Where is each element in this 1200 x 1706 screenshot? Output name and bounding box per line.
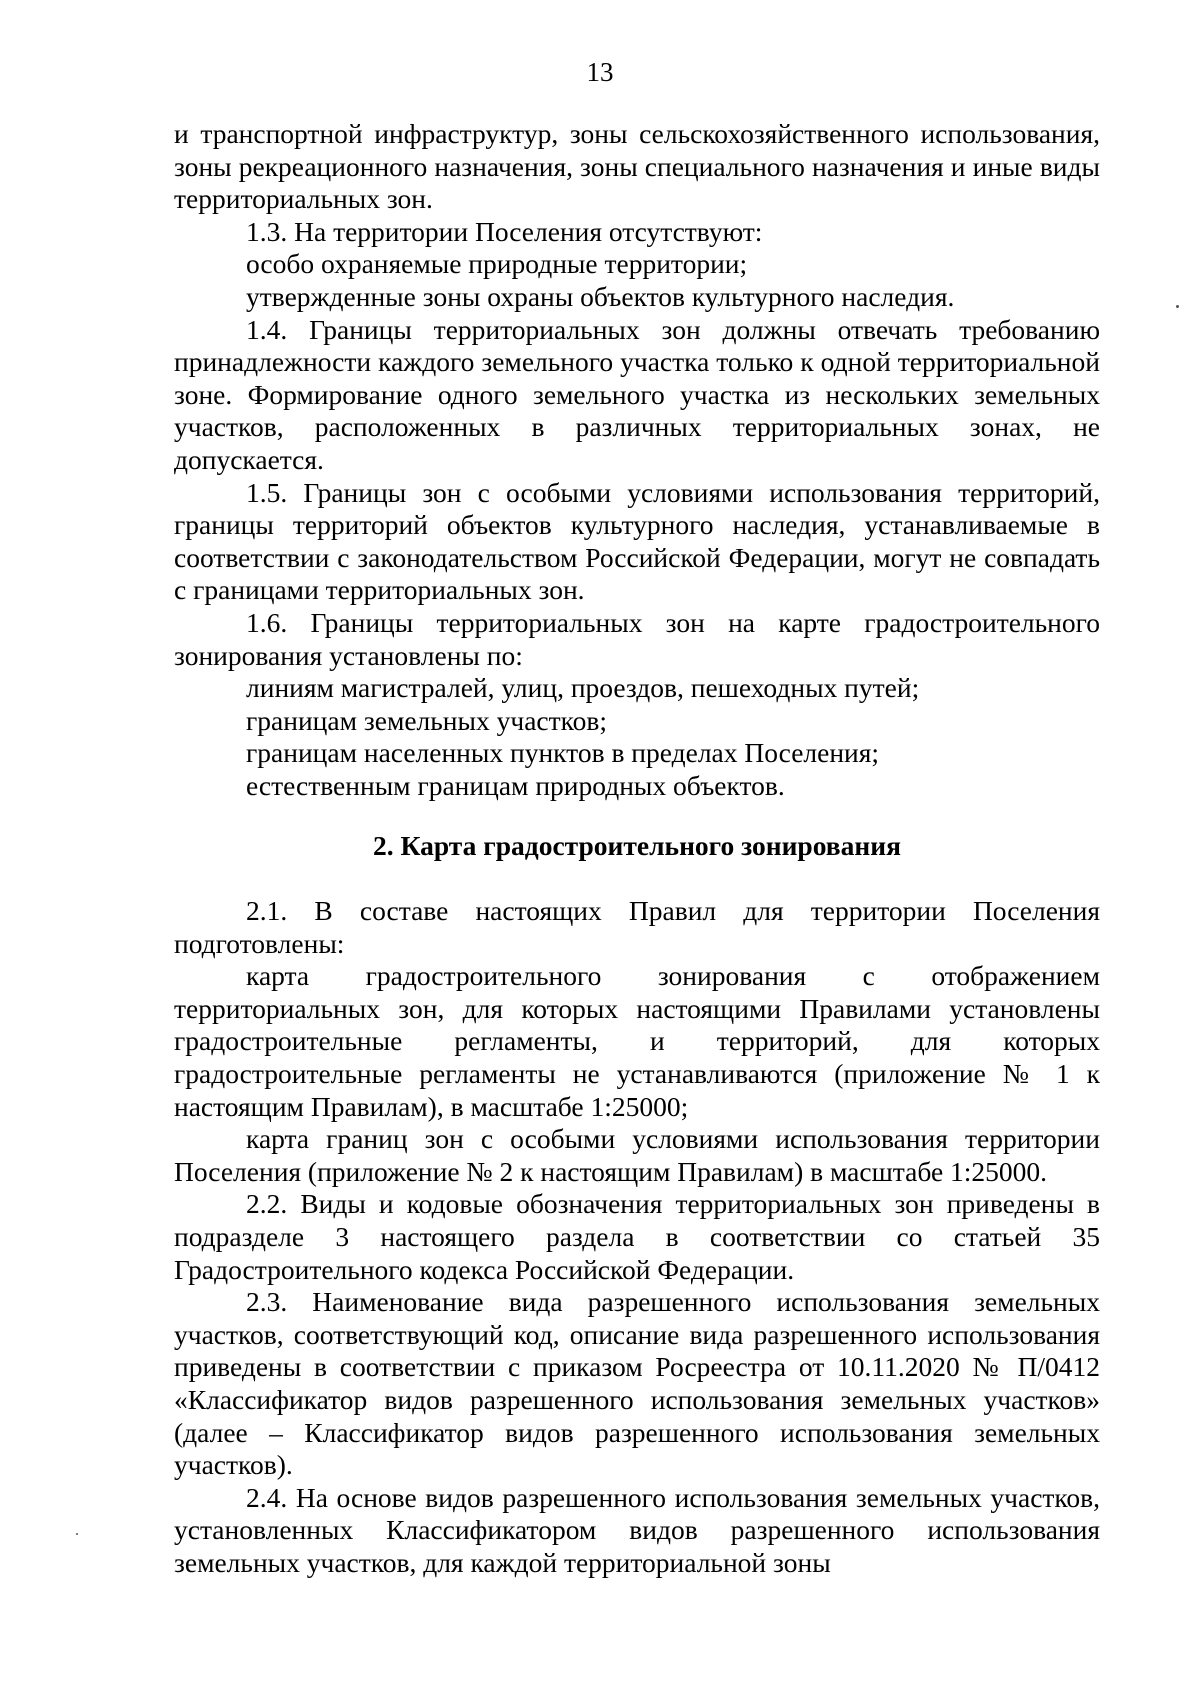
list-item-land-plots: границам земельных участков; (246, 704, 607, 736)
paragraph-2-2: 2.2. Виды и кодовые обозначения территориальных зон приведены в подразделе 3 настоящего раздела в соответствии со статьей 35 Градостроительного кодекса Российской Федерации. (174, 1188, 1100, 1285)
paragraph-1-3: 1.3. На территории Поселения отсутствуют: (246, 215, 763, 247)
document-body (174, 118, 1100, 1580)
list-item-natural-borders: естественным границам природных объектов. (246, 769, 785, 801)
list-item-protected-areas: особо охраняемые природные территории; (246, 248, 748, 280)
paragraph-1-6: 1.6. Границы территориальных зон на карте градостроительного зонирования установлены по: (174, 606, 1100, 671)
paragraph-1-5: 1.5. Границы зон с особыми условиями использования территорий, границы территорий объектов культурного наследия, устанавливаемые в соответствии с законодательством Российской Федерации, могут не совпадать с границами территориальных зон. (174, 476, 1100, 606)
list-item-heritage-zones: утвержденные зоны охраны объектов культурного наследия. (246, 280, 955, 312)
paragraph-2-3: 2.3. Наименование вида разрешенного использования земельных участков, соответствующий код, описание вида разрешенного использования приведены в соответствии с приказом Росреестра от 10.11.2020 № П/0412 «Классификатор видов разрешенного использования земельных участков» (далее – Классификатор видов разрешенного использования земельных участков). (174, 1286, 1100, 1481)
list-item-zoning-map: карта градостроительного зонирования с отображением территориальных зон, для которых настоящими Правилами установлены градостроительные регламенты, и территорий, для которых градостроительные регламенты не устанавливаются (приложение № 1 к настоящим Правилам), в масштабе 1:25000; (174, 960, 1100, 1122)
paragraph-1-4: 1.4. Границы территориальных зон должны отвечать требованию принадлежности каждого земельного участка только к одной территориальной зоне. Формирование одного земельного участка из нескольких земельных участков, расположенных в различных территориальных зонах, не допускается. (174, 313, 1100, 475)
page-number: 13 (586, 57, 614, 87)
section-spacer-top (174, 802, 1100, 830)
scan-speck (76, 1533, 78, 1535)
section-spacer-bottom (174, 863, 1100, 895)
paragraph-2-4: 2.4. На основе видов разрешенного использования земельных участков, установленных Классификатором видов разрешенного использования земельных участков, для каждой территориальной зоны (174, 1481, 1100, 1578)
scan-speck (1176, 305, 1179, 308)
list-item-special-zones-map: карта границ зон с особыми условиями использования территории Поселения (приложение № 2 к настоящим Правилам) в масштабе 1:25000. (174, 1123, 1100, 1187)
paragraph-zones-list-continuation: и транспортной инфраструктур, зоны сельскохозяйственного использования, зоны рекреационного назначения, зоны специального назначения и иные виды территориальных зон. (174, 118, 1100, 215)
list-item-settlements: границам населенных пунктов в пределах Поселения; (246, 737, 880, 769)
list-item-roads: линиям магистралей, улиц, проездов, пешеходных путей; (246, 672, 920, 704)
section-heading: 2. Карта градостроительного зонирования (373, 830, 901, 862)
paragraph-2-1: 2.1. В составе настоящих Правил для территории Поселения подготовлены: (174, 895, 1100, 959)
